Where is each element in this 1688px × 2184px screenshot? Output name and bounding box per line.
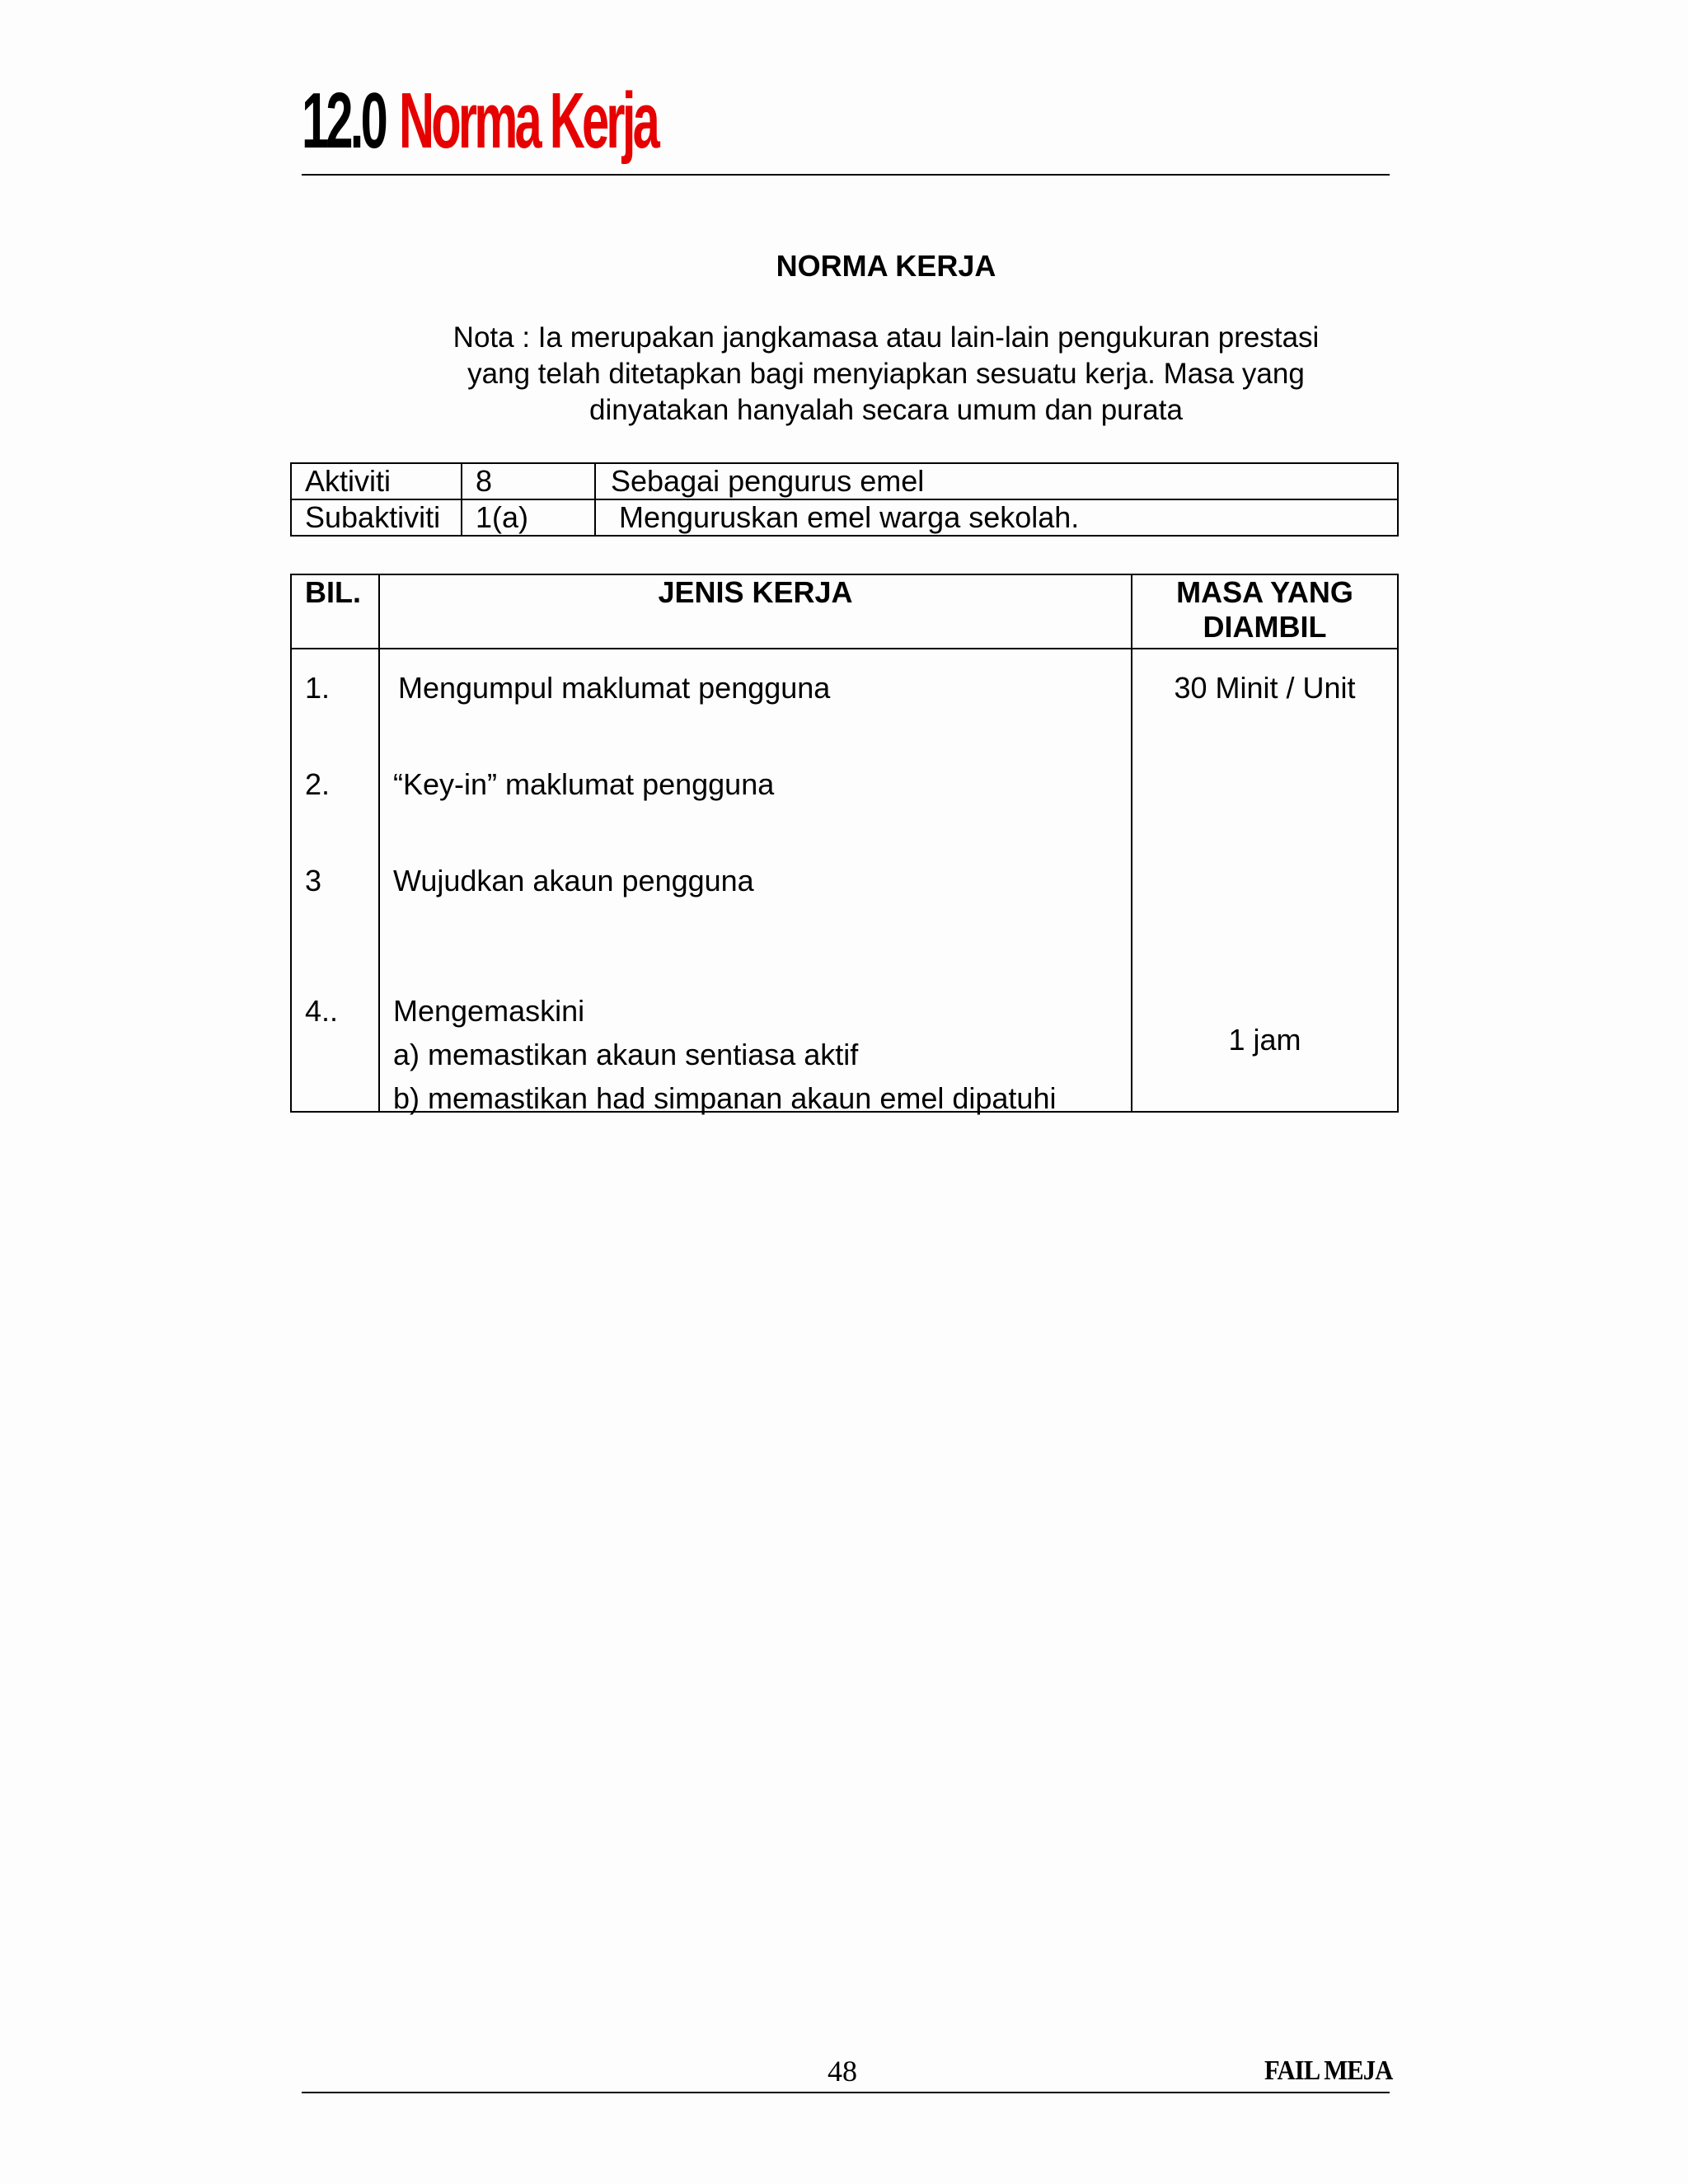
subactivity-row bbox=[291, 499, 1398, 536]
time-value: 1 jam bbox=[1228, 1023, 1301, 1057]
footer-label: FAIL MEJA bbox=[1264, 2055, 1393, 2086]
work-norms-table bbox=[290, 574, 1399, 1113]
item-number: 4.. bbox=[305, 994, 339, 1028]
subactivity-description: Menguruskan emel warga sekolah. bbox=[595, 499, 1398, 536]
note-line: dinyatakan hanyalah secara umum dan purata bbox=[589, 394, 1183, 426]
bil-column bbox=[291, 649, 379, 1112]
column-header-bil: BIL. bbox=[291, 574, 379, 649]
work-item: Wujudkan akaun pengguna bbox=[393, 864, 754, 898]
subactivity-label: Subaktiviti bbox=[291, 499, 462, 536]
activity-description: Sebagai pengurus emel bbox=[595, 463, 1398, 499]
table-body-row bbox=[291, 649, 1398, 1112]
section-title: Norma Kerja bbox=[399, 77, 658, 165]
work-sub-item: a) memastikan akaun sentiasa aktif bbox=[393, 1038, 859, 1071]
jenis-kerja-column bbox=[379, 649, 1132, 1115]
time-value: 30 Minit / Unit bbox=[1174, 671, 1356, 705]
activity-table bbox=[290, 462, 1399, 537]
note-paragraph bbox=[392, 320, 1381, 429]
column-header-jenis-kerja: JENIS KERJA bbox=[379, 574, 1132, 649]
activity-row bbox=[291, 463, 1398, 499]
item-number: 2. bbox=[305, 767, 331, 801]
section-number: 12.0 bbox=[302, 77, 385, 165]
note-line: yang telah ditetapkan bagi menyiapkan sesuatu kerja. Masa yang bbox=[467, 358, 1305, 390]
activity-code: 8 bbox=[462, 463, 595, 499]
note-line: Nota : Ia merupakan jangkamasa atau lain-lain pengukuran prestasi bbox=[452, 321, 1320, 354]
work-sub-item: b) memastikan had simpanan akaun emel dipatuhi bbox=[393, 1081, 1057, 1115]
footer-divider bbox=[302, 2092, 1390, 2093]
item-number: 3 bbox=[305, 864, 322, 898]
activity-label: Aktiviti bbox=[291, 463, 462, 499]
work-item: Mengemaskini bbox=[393, 994, 585, 1028]
column-header-masa bbox=[1132, 574, 1398, 649]
column-header-masa-line: MASA YANG bbox=[1176, 575, 1353, 609]
column-header-masa-line: DIAMBIL bbox=[1203, 610, 1327, 644]
page-number: 48 bbox=[828, 2055, 857, 2088]
masa-column bbox=[1132, 649, 1398, 1112]
header-divider bbox=[302, 174, 1390, 176]
subactivity-code: 1(a) bbox=[462, 499, 595, 536]
table-header-row bbox=[291, 574, 1398, 649]
work-item: Mengumpul maklumat pengguna bbox=[398, 671, 831, 705]
document-heading: NORMA KERJA bbox=[776, 249, 996, 283]
item-number: 1. bbox=[305, 671, 331, 705]
work-item: “Key-in” maklumat pengguna bbox=[393, 767, 775, 801]
